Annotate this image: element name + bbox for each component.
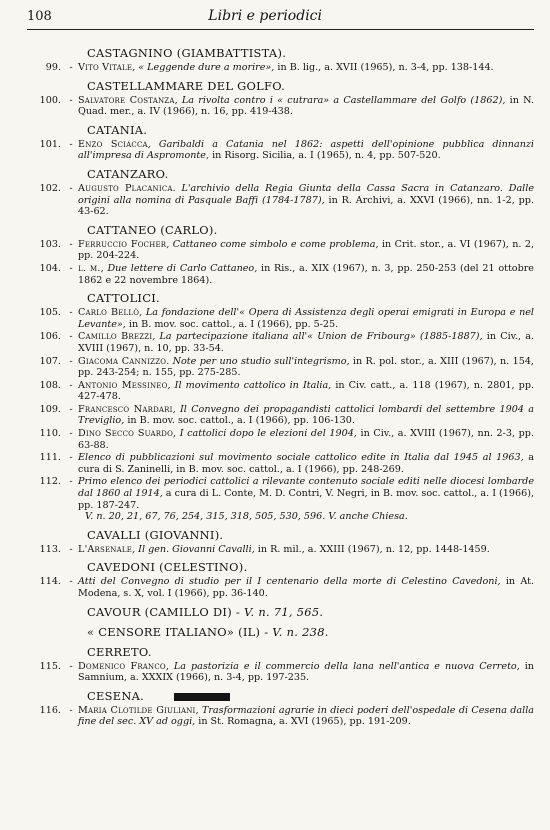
entry-number: 107. bbox=[39, 355, 61, 367]
entry-publication: in Samnium, a. XXXIX (1966), n. 3-4, pp. 197-235. bbox=[78, 660, 534, 684]
entry-publication: in Civ., a. XVIII (1967), nn. 2-3, pp. 63-88. bbox=[78, 428, 534, 451]
page-number: 108 bbox=[27, 9, 52, 24]
entry-number: 115. bbox=[39, 660, 61, 672]
bibliography-entry bbox=[27, 139, 534, 162]
entry-number: 108. bbox=[39, 379, 61, 391]
entry-publication: in R. Archivi, a. XXVI (1966), nn. 1-2, pp. 43-62. bbox=[78, 194, 535, 218]
entry-text bbox=[77, 263, 534, 286]
entry-title: , La pastorizia e il commercio della lana nell'antica e nuova Cerreto, bbox=[165, 660, 525, 672]
entry-text bbox=[77, 307, 534, 330]
entry-dash: - bbox=[69, 307, 73, 319]
entry-dash: - bbox=[69, 576, 73, 588]
entry-dash: - bbox=[69, 452, 73, 464]
entry-number: 114. bbox=[39, 576, 61, 588]
entry-number: 109. bbox=[39, 403, 61, 415]
section-heading bbox=[27, 223, 534, 238]
bibliography-entry bbox=[27, 428, 534, 451]
entry-number: 100. bbox=[39, 94, 61, 106]
section-heading bbox=[27, 605, 534, 620]
entry-number: 116. bbox=[39, 704, 61, 716]
entry-author: Carlo Bellò bbox=[78, 307, 140, 319]
entry-text bbox=[77, 139, 534, 162]
entry-title: . Note per uno studio sull'integrismo, bbox=[166, 355, 353, 367]
entry-author: L'Arsenale bbox=[78, 543, 133, 555]
entry-number: 112. bbox=[39, 476, 61, 488]
entry-publication: in B. mov. soc. cattol., a. I (1966), pp. 5-25. bbox=[128, 318, 339, 330]
section-heading bbox=[27, 291, 534, 306]
entry-number: 104. bbox=[39, 262, 61, 274]
bibliography-entry bbox=[27, 356, 534, 379]
bibliography-entry bbox=[27, 183, 534, 218]
entry-number: 106. bbox=[39, 331, 61, 343]
entry-text bbox=[77, 404, 534, 427]
section-title: CAVEDONI (CELESTINO). bbox=[87, 560, 248, 575]
entry-text bbox=[77, 356, 534, 379]
section-title: CATANIA. bbox=[87, 122, 148, 137]
entry-title: , « Leggende dure a morire», bbox=[132, 62, 278, 73]
entry-author: Giacoma Cannizzo bbox=[78, 355, 167, 367]
bibliography-entry bbox=[27, 404, 534, 427]
bibliography-entry bbox=[27, 380, 534, 403]
section-title: CASTAGNINO (GIAMBATTISTA). bbox=[87, 46, 287, 60]
section-heading bbox=[27, 167, 534, 182]
entry-publication: in St. Romagna, a. XVI (1965), pp. 191-209. bbox=[198, 716, 411, 728]
section-title: CAVALLI (GIOVANNI). bbox=[87, 527, 224, 542]
entry-publication: in B. mov. soc. cattol., a. I (1966), pp. 106-130. bbox=[127, 415, 355, 427]
bibliography-entry bbox=[27, 576, 534, 599]
entry-author: Dino Secco Suardo bbox=[78, 428, 174, 440]
entry-number: 111. bbox=[39, 452, 61, 464]
bibliography-entry bbox=[27, 263, 534, 286]
section-heading bbox=[27, 625, 534, 640]
section-heading bbox=[27, 689, 534, 704]
entry-title: , Garibaldi a Catania nel 1862: aspetti dell'opinione pubblica dinnanzi all'impresa di Aspromonte, bbox=[78, 138, 534, 162]
bibliography-entry bbox=[27, 62, 534, 74]
entry-dash: - bbox=[69, 660, 73, 672]
entry-dash: - bbox=[69, 262, 73, 274]
section-heading bbox=[27, 560, 534, 575]
entry-dash: - bbox=[69, 543, 73, 555]
entry-publication: in R. pol. stor., a. XIII (1967), n. 154, pp. 243-254; n. 155, pp. 275-285. bbox=[78, 355, 534, 379]
section-heading bbox=[27, 79, 534, 94]
entry-author: Augusto Placanica bbox=[78, 182, 173, 194]
bibliography-list bbox=[27, 46, 534, 728]
entry-dash: - bbox=[69, 428, 73, 440]
entry-publication: in Civ., a. XVIII (1967), n. 10, pp. 33-54. bbox=[78, 331, 535, 354]
entry-text bbox=[77, 428, 534, 451]
entry-author: Antonio Messineo bbox=[78, 379, 168, 391]
entry-dash: - bbox=[69, 476, 73, 488]
entry-publication: in Risorg. Sicilia, a. I (1965), n. 4, pp. 507-520. bbox=[212, 150, 441, 162]
entry-author: Maria Clotilde Giuliani bbox=[78, 704, 196, 716]
bibliography-entry bbox=[27, 331, 534, 354]
entry-publication: in R. mil., a. XXIII (1967), n. 12, pp. 1448-1459. bbox=[257, 543, 490, 555]
bibliography-entry bbox=[27, 95, 534, 118]
entry-title: . L'archivio della Regia Giunta della Cassa Sacra in Catanzaro. Dalle origini alla nomina di Pasquale Baffi (1784-1787), bbox=[78, 182, 535, 206]
entry-dash: - bbox=[69, 94, 73, 106]
entry-title: , La rivolta contro i « cutrara» a Castellammare del Golfo (1862), bbox=[174, 94, 510, 106]
bibliography-entry bbox=[27, 705, 534, 728]
entry-text bbox=[77, 576, 534, 599]
entry-author: Vito Vitale bbox=[78, 62, 133, 73]
entry-publication: in Civ. catt., a. 118 (1967), n. 2801, pp. 427-478. bbox=[78, 379, 535, 403]
entry-title: , La partecipazione italiana all'« Union de Fribourg» (1885-1887), bbox=[152, 331, 487, 343]
section-heading bbox=[27, 528, 534, 543]
entry-author: Ferruccio Focher bbox=[78, 238, 167, 250]
entry-number: 102. bbox=[39, 182, 61, 194]
running-title: Libri e periodici bbox=[208, 8, 322, 24]
section-title: CATTOLICI. bbox=[87, 291, 160, 306]
bibliography-entry bbox=[27, 544, 534, 556]
entry-text bbox=[77, 62, 534, 74]
entry-dash: - bbox=[69, 331, 73, 343]
entry-number: 110. bbox=[39, 428, 61, 440]
cross-reference: - V. n. 71, 565. bbox=[231, 604, 324, 619]
entry-title: , Trasformazioni agrarie in dieci poderi dell'ospedale di Cesena dalla fine del sec. XV ad oggi, bbox=[78, 704, 534, 728]
bibliography-entry bbox=[27, 239, 534, 262]
section-heading bbox=[27, 645, 534, 660]
section-title: CAVOUR (CAMILLO DI) bbox=[87, 604, 232, 619]
entry-publication: in Ris., a. XIX (1967), n. 3, pp. 250-253 (del 21 ottobre 1862 e 22 novembre 1864). bbox=[78, 262, 534, 286]
entry-number: 113. bbox=[39, 543, 61, 555]
entry-title: , Il movimento cattolico in Italia, bbox=[167, 379, 336, 391]
entry-dash: - bbox=[69, 355, 73, 367]
entry-text bbox=[77, 331, 534, 354]
entry-author: Salvatore Costanza bbox=[78, 94, 175, 106]
section-title: « CENSORE ITALIANO» (IL) bbox=[87, 624, 261, 639]
entry-author: Enzo Sciacca bbox=[78, 138, 148, 150]
entry-title: Elenco di pubblicazioni sul movimento sociale cattolico edite in Italia dal 1945 al 1963, bbox=[78, 452, 529, 464]
see-also-references: V. n. 20, 21, 67, 76, 254, 315, 318, 505, 530, 596. V. anche Chiesa. bbox=[85, 511, 408, 523]
entry-text bbox=[77, 380, 534, 403]
redaction-mark bbox=[174, 693, 230, 701]
entry-number: 105. bbox=[39, 307, 61, 319]
entry-author: Francesco Nardari bbox=[78, 403, 173, 415]
entry-title: , I cattolici dopo le elezioni del 1904, bbox=[173, 428, 361, 440]
section-heading bbox=[27, 123, 534, 138]
entry-publication: a cura di L. Conte, M. D. Contri, V. Negri, in B. mov. soc. cattol., a. I (1966), pp. 187-247. bbox=[78, 488, 534, 511]
entry-author: Camillo Brezzi bbox=[78, 331, 153, 343]
entry-publication: in Crit. stor., a. VI (1967), n. 2, pp. 204-224. bbox=[78, 238, 534, 262]
bibliography-entry bbox=[27, 307, 534, 330]
entry-text bbox=[77, 452, 534, 475]
entry-text bbox=[77, 705, 534, 728]
entry-dash: - bbox=[69, 379, 73, 391]
entry-dash: - bbox=[69, 704, 73, 716]
entry-title: , La fondazione dell'« Opera di Assistenza degli operai emigrati in Europa e nel Levante», bbox=[78, 307, 534, 330]
entry-number: 101. bbox=[39, 138, 61, 150]
section-title: CATTANEO (CARLO). bbox=[87, 222, 218, 237]
bibliography-entry bbox=[27, 452, 534, 475]
entry-title: , Il gen. Giovanni Cavalli, bbox=[132, 543, 258, 555]
entry-publication: in B. lig., a. XVII (1965), n. 3-4, pp. 138-144. bbox=[277, 62, 494, 73]
entry-dash: - bbox=[69, 138, 73, 150]
entry-text bbox=[77, 544, 534, 556]
page-header bbox=[27, 8, 534, 30]
section-title: CASTELLAMMARE DEL GOLFO. bbox=[87, 78, 286, 93]
entry-text bbox=[77, 476, 534, 511]
entry-number: 103. bbox=[39, 238, 61, 250]
entry-title: Primo elenco dei periodici cattolici a rilevante contenuto sociale editi nelle diocesi lombarde dal 1860 al 1914, bbox=[78, 476, 534, 500]
entry-title: Atti del Convegno di studio per il I centenario della morte di Celestino Cavedoni, bbox=[78, 576, 506, 588]
entry-text bbox=[77, 239, 534, 262]
bibliography-entry bbox=[27, 661, 534, 684]
section-title: CERRETO. bbox=[87, 644, 152, 659]
entry-publication: in At. Modena, s. X, vol. I (1966), pp. 36-140. bbox=[78, 576, 534, 599]
entry-publication: a cura di S. Zaninelli, in B. mov. soc. cattol., a. I (1966), pp. 248-269. bbox=[78, 452, 534, 475]
entry-dash: - bbox=[69, 238, 73, 250]
cross-reference: - V. n. 238. bbox=[260, 624, 329, 639]
entry-text bbox=[77, 183, 534, 218]
entry-publication: in N. Quad. mer., a. IV (1966), n. 16, pp. 419-438. bbox=[78, 94, 534, 118]
bibliography-entry bbox=[27, 476, 534, 511]
entry-title: , Cattaneo come simbolo e come problema, bbox=[166, 238, 382, 250]
entry-title: , Il Convegno dei propagandisti cattolici lombardi del settembre 1904 a Treviglio, bbox=[78, 403, 534, 427]
entry-author: l. m. bbox=[78, 262, 101, 274]
section-title: CATANZARO. bbox=[87, 166, 169, 181]
entry-text bbox=[77, 661, 534, 684]
entry-dash: - bbox=[69, 403, 73, 415]
entry-dash: - bbox=[69, 182, 73, 194]
entry-title: , Due lettere di Carlo Cattaneo, bbox=[100, 262, 261, 274]
entry-author: Domenico Franco bbox=[78, 660, 166, 672]
entry-dash: - bbox=[69, 62, 73, 73]
section-title: CESENA. bbox=[87, 688, 145, 703]
section-heading bbox=[27, 46, 534, 61]
entry-text bbox=[77, 95, 534, 118]
entry-number: 99. bbox=[45, 62, 61, 73]
